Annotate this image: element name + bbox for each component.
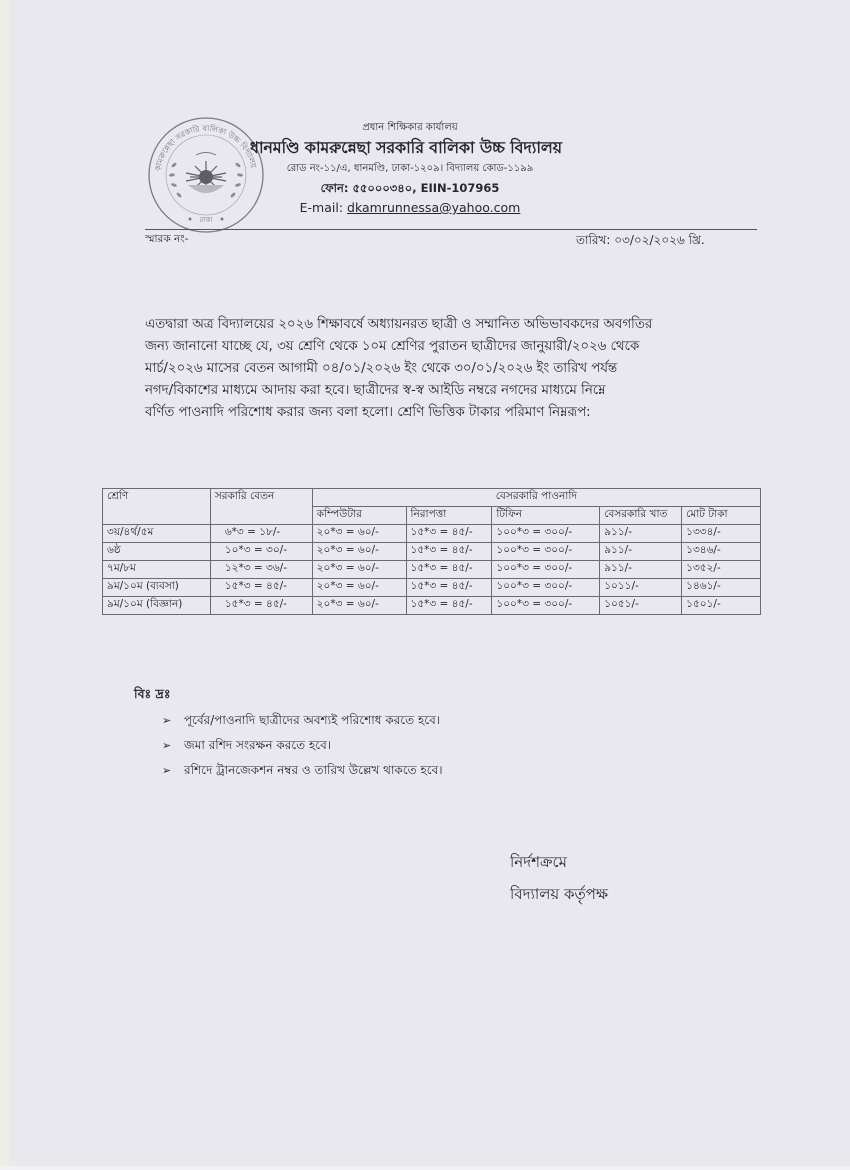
arrow-bullet-icon: ➢	[162, 764, 172, 777]
note-item	[162, 758, 443, 783]
note-text: জমা রশিদ সংরক্ষন করতে হবে।	[184, 738, 332, 752]
cell-security: ১৫*৩ = ৪৫/-	[406, 543, 492, 561]
letterhead	[250, 120, 562, 218]
body-line: বর্ণিত পাওনাদি পরিশোধ করার জন্য বলা হলো। শ্রেণি ভিত্তিক টাকার পরিমাণ নিম্নরূপ:	[145, 405, 591, 420]
note-item	[162, 708, 443, 733]
signature-line-1: নির্দশক্রমে	[510, 853, 567, 871]
body-line: জন্য জানানো যাচ্ছে যে, ৩য় শ্রেণি থেকে ১০ম শ্রেণির পুরাতন ছাত্রীদের জানুয়ারী/২০২৬ থেকে	[145, 339, 640, 354]
school-phone-eiin: ফোন: ৫৫০০০৩৪০, EIIN-107965	[320, 181, 500, 195]
cell-tiffin: ১০০*৩ = ৩০০/-	[492, 597, 600, 615]
notice-body	[145, 314, 755, 424]
arrow-bullet-icon: ➢	[162, 714, 172, 727]
scan-edge	[0, 0, 9, 1170]
cell-total: ১৪৬১/-	[682, 579, 761, 597]
cell-computer: ২০*৩ = ৬০/-	[312, 561, 406, 579]
body-line: মার্চ/২০২৬ মাসের বেতন আগামী ০৪/০১/২০২৬ ইং থেকে ৩০/০১/২০২৬ ইং তারিখ পর্যন্ত	[145, 361, 618, 376]
cell-govt-salary: ১২*৩ = ৩৬/-	[210, 561, 312, 579]
seal-text-bottom: ঢাকা	[199, 216, 213, 224]
cell-tiffin: ১০০*৩ = ৩০০/-	[492, 561, 600, 579]
notice-date: তারিখ: ০৩/০২/২০২৬ খ্রি.	[576, 233, 705, 247]
cell-total: ১৩৩৪/-	[682, 525, 761, 543]
table-header-row	[103, 489, 761, 507]
cell-class: ৯ম/১০ম (ব্যবসা)	[103, 579, 211, 597]
arrow-bullet-icon: ➢	[162, 739, 172, 752]
cell-private-sector: ১০৫১/-	[600, 597, 682, 615]
signature-block	[510, 846, 608, 910]
signature-line-2: বিদ্যালয় কর্তৃপক্ষ	[510, 885, 609, 903]
note-text: পূর্বের/পাওনাদি ছাত্রীদের অবশ্যই পরিশোধ করতে হবে।	[184, 713, 441, 727]
body-line: এতদ্বারা অত্র বিদ্যালয়ের ২০২৬ শিক্ষাবর্ষে অধ্যায়নরত ছাত্রী ও সম্মানিত অভিভাবকদের অবগতির	[145, 317, 653, 332]
cell-tiffin: ১০০*৩ = ৩০০/-	[492, 579, 600, 597]
cell-computer: ২০*৩ = ৬০/-	[312, 579, 406, 597]
cell-tiffin: ১০০*৩ = ৩০০/-	[492, 543, 600, 561]
cell-total: ১৩৪৬/-	[682, 543, 761, 561]
cell-private-sector: ৯১১/-	[600, 525, 682, 543]
cell-govt-salary: ৬*৩ = ১৮/-	[210, 525, 312, 543]
notes-list	[162, 708, 443, 783]
cell-class: ৬ষ্ঠ	[103, 543, 211, 561]
header-divider	[145, 229, 757, 230]
email-link[interactable]: dkamrunnessa@yahoo.com	[347, 200, 521, 215]
note-item	[162, 733, 443, 758]
cell-govt-salary: ১৫*৩ = ৪৫/-	[210, 597, 312, 615]
fee-table	[102, 488, 761, 615]
cell-security: ১৫*৩ = ৪৫/-	[406, 597, 492, 615]
table-row	[103, 597, 761, 615]
email-label: E-mail:	[299, 200, 348, 215]
sun-emblem-icon	[186, 153, 226, 194]
table-row	[103, 543, 761, 561]
cell-total: ১৫০১/-	[682, 597, 761, 615]
table-row	[103, 579, 761, 597]
scan-bottom-edge	[0, 1166, 850, 1170]
col-security: নিরাপত্তা	[406, 507, 492, 525]
col-private-sector: বেসরকারি খাত	[600, 507, 682, 525]
notes-title: বিঃ দ্রঃ	[134, 686, 171, 701]
cell-private-sector: ৯১১/-	[600, 543, 682, 561]
cell-govt-salary: ১০*৩ = ৩০/-	[210, 543, 312, 561]
memo-number: স্মারক নং-	[145, 233, 189, 245]
school-seal-logo	[146, 115, 266, 235]
cell-security: ১৫*৩ = ৪৫/-	[406, 561, 492, 579]
office-title: প্রধান শিক্ষিকার কার্যালয়	[362, 122, 458, 133]
col-class: শ্রেণি	[103, 489, 211, 525]
seal-text-top: কামরুন্নেছা সরকারি বালিকা উচ্চ বিদ্যালয়	[153, 124, 259, 172]
school-name: ধানমণ্ডি কামরুন্নেছা সরকারি বালিকা উচ্চ বিদ্যালয়	[250, 138, 562, 157]
table-row	[103, 525, 761, 543]
col-private-dues: বেসরকারি পাওনাদি	[312, 489, 760, 507]
cell-govt-salary: ১৫*৩ = ৪৫/-	[210, 579, 312, 597]
cell-security: ১৫*৩ = ৪৫/-	[406, 579, 492, 597]
school-email-line	[260, 198, 560, 218]
cell-class: ৭ম/৮ম	[103, 561, 211, 579]
cell-security: ১৫*৩ = ৪৫/-	[406, 525, 492, 543]
col-govt-salary: সরকারি বেতন	[210, 489, 312, 525]
cell-total: ১৩৫২/-	[682, 561, 761, 579]
cell-computer: ২০*৩ = ৬০/-	[312, 597, 406, 615]
cell-class: ৯ম/১০ম (বিজ্ঞান)	[103, 597, 211, 615]
cell-class: ৩য়/৪র্থ/৫ম	[103, 525, 211, 543]
note-text: রশিদে ট্রানজেকশন নম্বর ও তারিখ উল্লেখ থাকতে হবে।	[184, 763, 443, 777]
school-address: রোড নং-১১/এ, ধানমণ্ডি, ঢাকা-১২০৯। বিদ্যালয় কোড-১১৯৯	[286, 163, 534, 174]
col-computer: কম্পিউটার	[312, 507, 406, 525]
col-total: মোট টাকা	[682, 507, 761, 525]
col-tiffin: টিফিন	[492, 507, 600, 525]
table-row	[103, 561, 761, 579]
cell-computer: ২০*৩ = ৬০/-	[312, 525, 406, 543]
cell-tiffin: ১০০*৩ = ৩০০/-	[492, 525, 600, 543]
body-line: নগদ/বিকাশের মাধ্যমে আদায় করা হবে। ছাত্রীদের স্ব-স্ব আইডি নম্বরে নগদের মাধ্যমে নিম্নে	[145, 383, 606, 398]
cell-private-sector: ৯১১/-	[600, 561, 682, 579]
cell-private-sector: ১০১১/-	[600, 579, 682, 597]
cell-computer: ২০*৩ = ৬০/-	[312, 543, 406, 561]
